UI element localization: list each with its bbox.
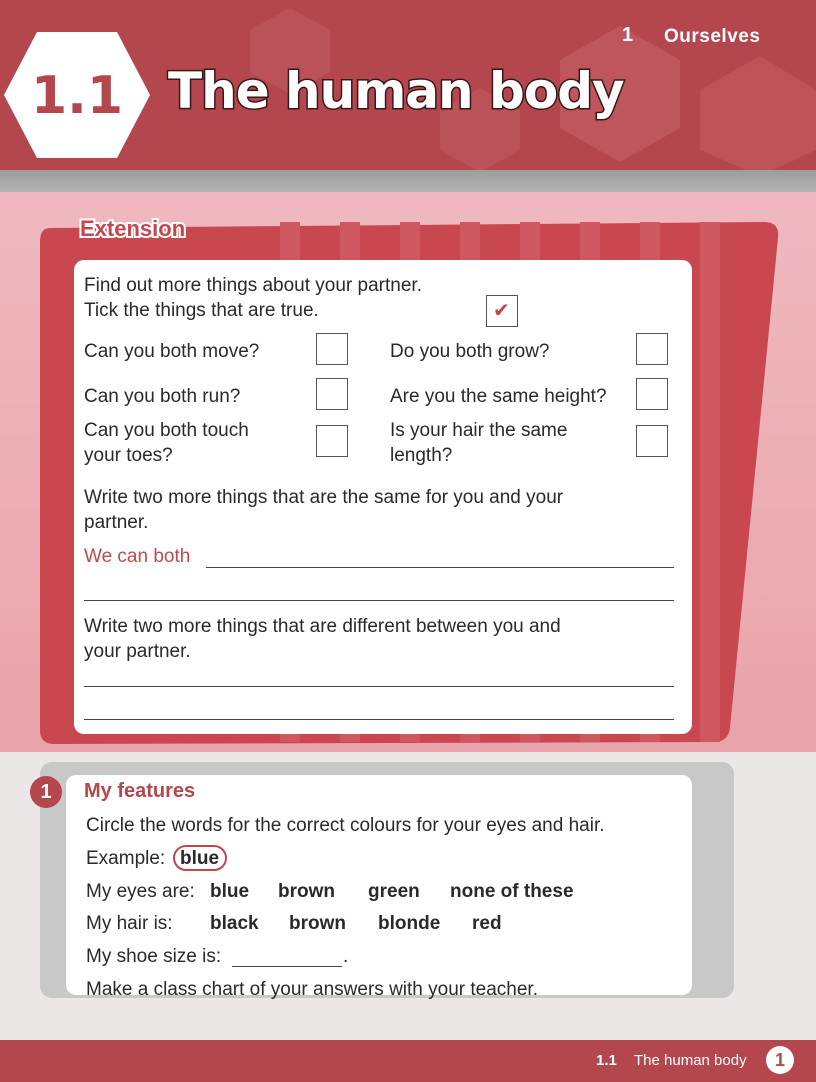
question-same-height: Are you the same height? xyxy=(390,386,607,407)
checkbox-touch-toes[interactable] xyxy=(316,425,348,457)
question-hair-length-line1: Is your hair the same xyxy=(390,420,568,441)
tick-example-box xyxy=(486,295,518,327)
eyes-label: My eyes are: xyxy=(86,881,195,902)
section-title: My features xyxy=(84,780,196,802)
hair-option-blonde[interactable]: blonde xyxy=(378,913,441,934)
features-instruction: Circle the words for the correct colours for your eyes and hair. xyxy=(86,815,605,836)
eyes-option-green[interactable]: green xyxy=(368,881,420,902)
tick-mark-icon: ✔ xyxy=(493,300,510,322)
eyes-option-brown[interactable]: brown xyxy=(278,881,335,902)
question-both-grow: Do you both grow? xyxy=(390,341,550,362)
shoe-size-period: . xyxy=(343,946,349,967)
lesson-number: 1.1 xyxy=(30,66,124,126)
lesson-title: The human body xyxy=(168,62,624,120)
example-label: Example: xyxy=(86,848,166,869)
question-touch-toes-line2: your toes? xyxy=(84,445,173,466)
write-different-line1: Write two more things that are different between you and xyxy=(84,616,561,637)
extension-intro-line1: Find out more things about your partner. xyxy=(84,275,422,296)
checkbox-hair-length[interactable] xyxy=(636,425,668,457)
hair-option-red[interactable]: red xyxy=(472,913,502,934)
answer-line-same-1[interactable] xyxy=(206,567,674,568)
page-header xyxy=(0,0,816,178)
extension-label: Extension xyxy=(80,216,186,241)
checkbox-both-run[interactable] xyxy=(316,378,348,410)
answer-line-different-2[interactable] xyxy=(84,719,674,720)
unit-title: Ourselves xyxy=(664,26,761,47)
checkbox-both-move[interactable] xyxy=(316,333,348,365)
eyes-option-blue[interactable]: blue xyxy=(210,881,250,902)
hair-label: My hair is: xyxy=(86,913,173,934)
shoe-size-line[interactable] xyxy=(232,966,342,967)
checkbox-same-height[interactable] xyxy=(636,378,668,410)
section-number-badge: 1 xyxy=(30,776,62,808)
write-different-line2: your partner. xyxy=(84,641,191,662)
extension-intro-line2: Tick the things that are true. xyxy=(84,300,319,321)
page-number: 1 xyxy=(766,1046,794,1074)
hair-option-black[interactable]: black xyxy=(210,913,259,934)
question-both-move: Can you both move? xyxy=(84,341,260,362)
class-chart-instruction: Make a class chart of your answers with your teacher. xyxy=(86,979,538,1000)
unit-number: 1 xyxy=(622,24,634,46)
eyes-option-none[interactable]: none of these xyxy=(450,881,574,902)
footer-lesson-number: 1.1 xyxy=(596,1052,617,1069)
write-same-line1: Write two more things that are the same for you and your xyxy=(84,487,564,508)
shoe-size-label: My shoe size is: xyxy=(86,946,222,967)
hair-option-brown[interactable]: brown xyxy=(289,913,346,934)
we-can-both-prompt: We can both xyxy=(84,546,191,567)
answer-line-same-2[interactable] xyxy=(84,600,674,601)
checkbox-both-grow[interactable] xyxy=(636,333,668,365)
question-hair-length-line2: length? xyxy=(390,445,453,466)
answer-line-different-1[interactable] xyxy=(84,686,674,687)
example-word: blue xyxy=(180,848,220,869)
question-touch-toes-line1: Can you both touch xyxy=(84,420,249,441)
footer-lesson-title: The human body xyxy=(634,1052,747,1069)
write-same-line2: partner. xyxy=(84,512,149,533)
question-both-run: Can you both run? xyxy=(84,386,241,407)
